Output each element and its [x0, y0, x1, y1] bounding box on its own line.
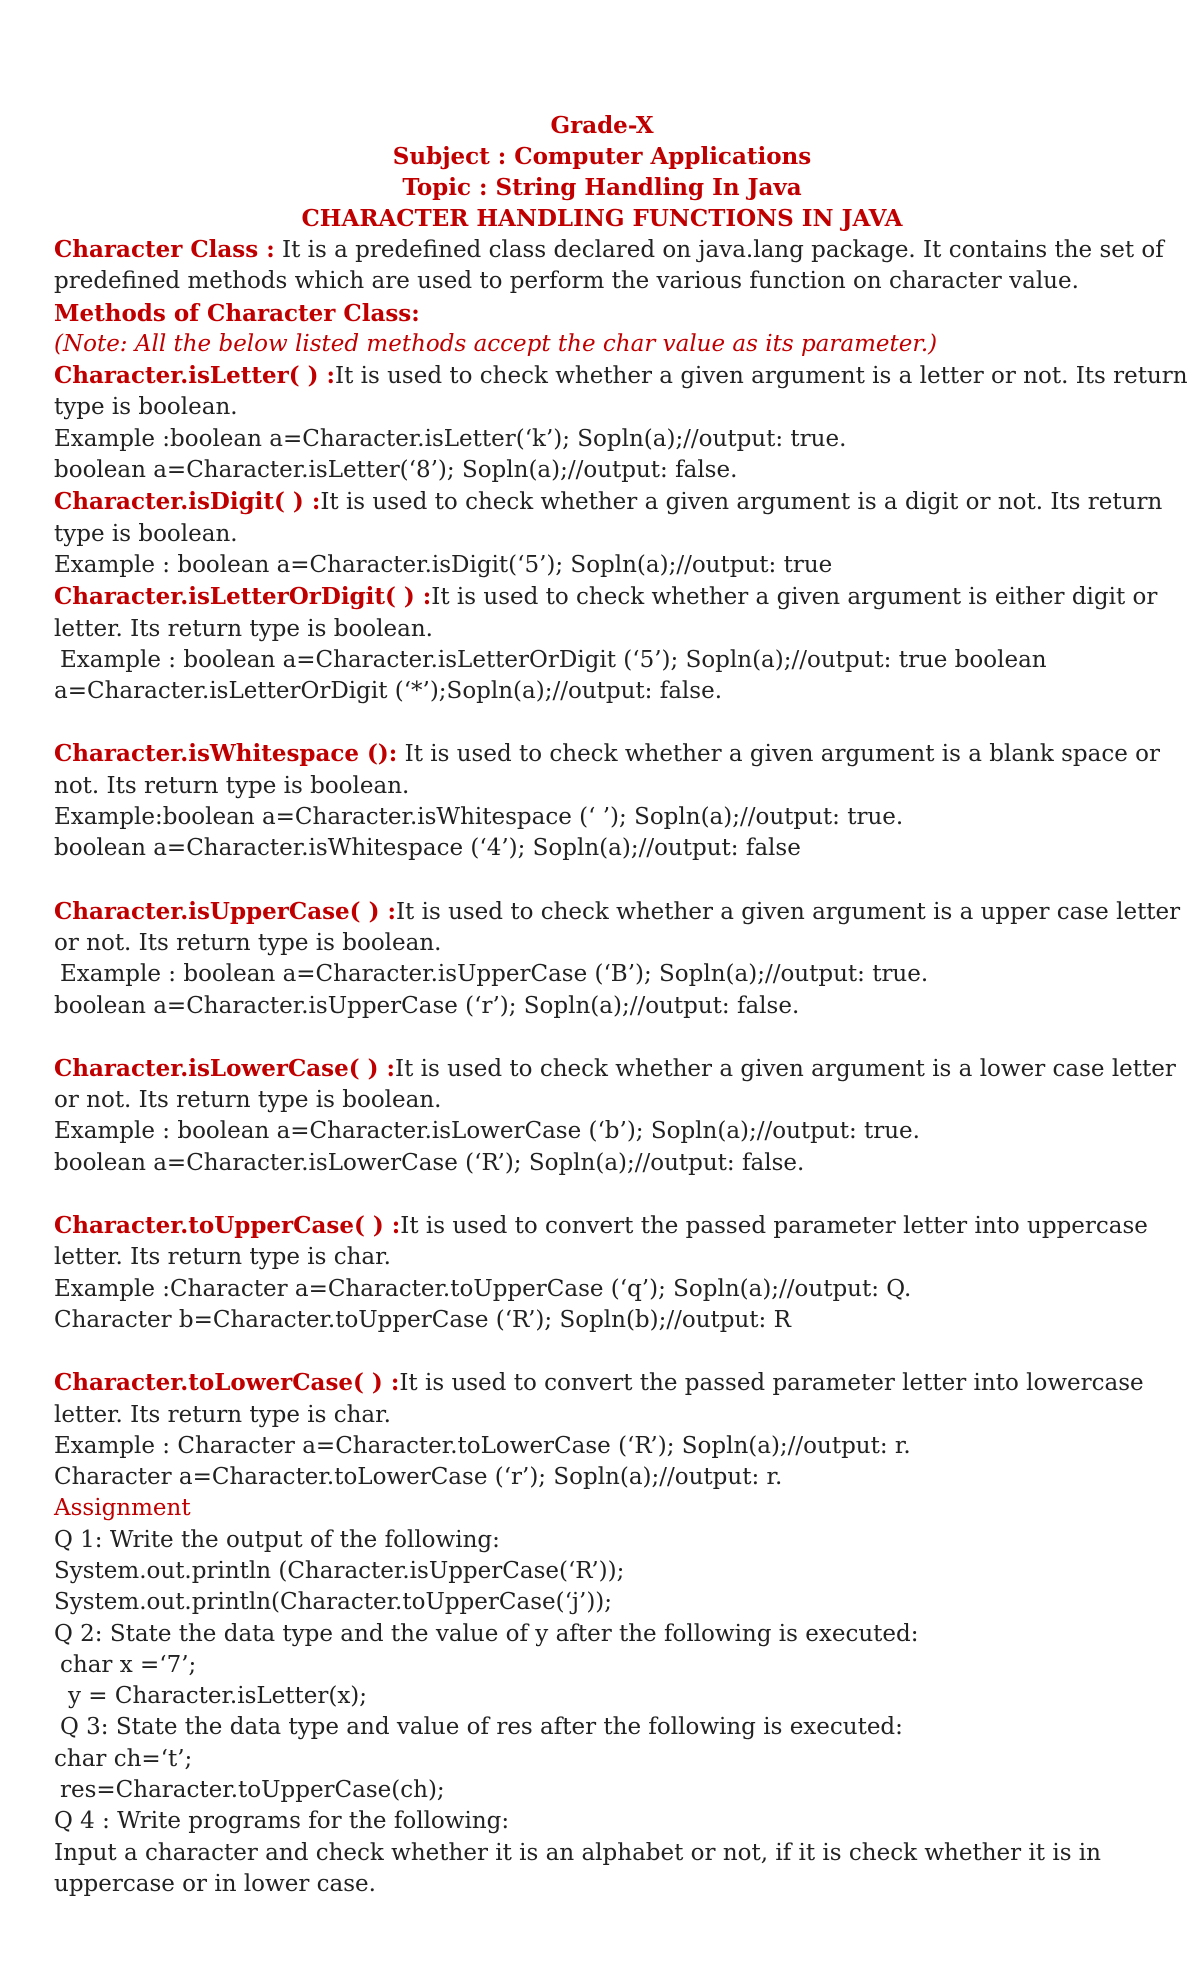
character-class-label: Character Class :: [54, 236, 275, 263]
assignment-line: uppercase or in lower case.: [54, 1870, 376, 1897]
method-name: Character.isLetterOrDigit( ) :: [54, 583, 432, 611]
method-example-line: Example :Character a=Character.toUpperCase (‘q’); Sopln(a);//output: Q.: [54, 1275, 912, 1302]
method-text-line: or not. Its return type is boolean.: [54, 1087, 442, 1114]
method-block: [54, 360, 1188, 486]
method-name: Character.isLowerCase( ) :: [54, 1054, 396, 1082]
topic-title: Topic : String Handling In Java: [402, 174, 802, 201]
methods-heading: Methods of Character Class:: [54, 299, 420, 327]
method-example-line: a=Character.isLetterOrDigit (‘*’);Sopln(a);//output: false.: [54, 678, 723, 705]
note: (Note: All the below listed methods accept the char value as its parameter.): [54, 330, 938, 357]
method-example-line: boolean a=Character.isLowerCase (‘R’); Sopln(a);//output: false.: [54, 1149, 805, 1176]
method-text-line: type is boolean.: [54, 520, 238, 547]
spacer: [54, 707, 1150, 738]
method-example-line: Character a=Character.toLowerCase (‘r’); Sopln(a);//output: r.: [54, 1464, 783, 1491]
assignment-line: char ch=‘t’;: [54, 1745, 193, 1772]
assignment-line: char x =‘7’;: [60, 1651, 197, 1678]
method-description: It is used to check whether a given argument is a digit or not. Its return: [320, 489, 1163, 516]
assignment-line: Q 2: State the data type and the value of y after the following is executed:: [54, 1620, 919, 1647]
subject-title: Subject : Computer Applications: [392, 143, 812, 170]
method-name: Character.isWhitespace ():: [54, 740, 398, 768]
method-description: It is used to check whether a given argument is a lower case letter: [395, 1055, 1176, 1082]
method-description: It is used to check whether a given argument is either digit or: [431, 584, 1158, 611]
method-description: It is used to check whether a given argument is a letter or not. Its return: [335, 363, 1188, 390]
assignment-title: Assignment: [54, 1495, 191, 1522]
method-example-line: Example : boolean a=Character.isLetterOrDigit (‘5’); Sopln(a);//output: true boolean: [60, 646, 1047, 673]
grade-title: Grade-X: [550, 112, 654, 139]
assignment-line: Q 1: Write the output of the following:: [54, 1526, 500, 1553]
assignment-line: Input a character and check whether it is an alphabet or not, if it is check whether it is in: [54, 1839, 1101, 1866]
assignment-line: System.out.println(Character.toUpperCase(‘j’));: [54, 1589, 613, 1616]
assignment-section: [54, 1493, 1150, 1900]
assignment-line: res=Character.toUpperCase(ch);: [60, 1777, 445, 1804]
method-block: [54, 896, 1181, 1022]
method-name: Character.toLowerCase( ) :: [54, 1369, 400, 1397]
method-description: It is used to convert the passed parameter letter into lowercase: [399, 1370, 1144, 1397]
document-body: [54, 234, 1188, 1900]
method-name: Character.toUpperCase( ) :: [54, 1212, 401, 1240]
method-example-line: Example : boolean a=Character.isLowerCase (‘b’); Sopln(a);//output: true.: [54, 1118, 920, 1145]
method-text-line: letter. Its return type is boolean.: [54, 615, 433, 642]
method-text-line: letter. Its return type is char.: [54, 1244, 391, 1271]
intro-text: It is a predefined class declared on java.lang package. It contains the set of: [274, 237, 1164, 263]
spacer: [54, 1179, 1150, 1210]
method-name: Character.isDigit( ) :: [54, 488, 321, 516]
method-example-line: Example :boolean a=Character.isLetter(‘k’); Sopln(a);//output: true.: [54, 425, 847, 452]
section-heading: CHARACTER HANDLING FUNCTIONS IN JAVA: [301, 205, 903, 232]
method-block: [54, 738, 1160, 864]
method-example-line: boolean a=Character.isUpperCase (‘r’); Sopln(a);//output: false.: [54, 992, 800, 1019]
assignment-line: Q 4 : Write programs for the following:: [54, 1808, 510, 1835]
spacer: [54, 1336, 1150, 1367]
method-example-line: Example : boolean a=Character.isDigit(‘5’); Sopln(a);//output: true: [54, 551, 833, 578]
method-block: [54, 1053, 1176, 1179]
method-example-line: Example : Character a=Character.toLowerCase (‘R’); Sopln(a);//output: r.: [54, 1432, 911, 1459]
method-text-line: or not. Its return type is boolean.: [54, 929, 442, 956]
method-name: Character.isUpperCase( ) :: [54, 897, 396, 925]
method-text-line: not. Its return type is boolean.: [54, 772, 410, 799]
document-header: [54, 110, 1150, 234]
method-example-line: Example : boolean a=Character.isUpperCase (‘B’); Sopln(a);//output: true.: [60, 961, 929, 988]
method-block: [54, 1210, 1150, 1336]
method-example-line: boolean a=Character.isLetter(‘8’); Sopln(a);//output: false.: [54, 457, 738, 484]
spacer: [54, 865, 1150, 896]
assignment-line: y = Character.isLetter(x);: [68, 1683, 368, 1710]
method-text-line: letter. Its return type is char.: [54, 1401, 391, 1428]
method-block: [54, 1367, 1150, 1493]
method-example-line: Example:boolean a=Character.isWhitespace (‘ ’); Sopln(a);//output: true.: [54, 804, 904, 831]
assignment-line: Q 3: State the data type and value of res after the following is executed:: [60, 1714, 903, 1741]
method-description: It is used to check whether a given argument is a blank space or: [397, 741, 1160, 768]
method-name: Character.isLetter( ) :: [54, 362, 335, 390]
spacer: [54, 1022, 1150, 1053]
assignment-line: System.out.println (Character.isUpperCase(‘R’));: [54, 1557, 625, 1584]
method-example-line: Character b=Character.toUpperCase (‘R’); Sopln(b);//output: R: [54, 1306, 791, 1333]
method-block: [54, 581, 1158, 707]
intro-line-1: [54, 234, 1164, 266]
method-example-line: boolean a=Character.isWhitespace (‘4’); Sopln(a);//output: false: [54, 835, 801, 862]
method-description: It is used to convert the passed parameter letter into uppercase: [400, 1213, 1148, 1240]
method-description: It is used to check whether a given argument is a upper case letter: [395, 898, 1181, 925]
intro-line-2: predefined methods which are used to perform the various function on character value.: [54, 268, 1079, 295]
method-text-line: type is boolean.: [54, 394, 238, 421]
method-block: [54, 486, 1163, 581]
